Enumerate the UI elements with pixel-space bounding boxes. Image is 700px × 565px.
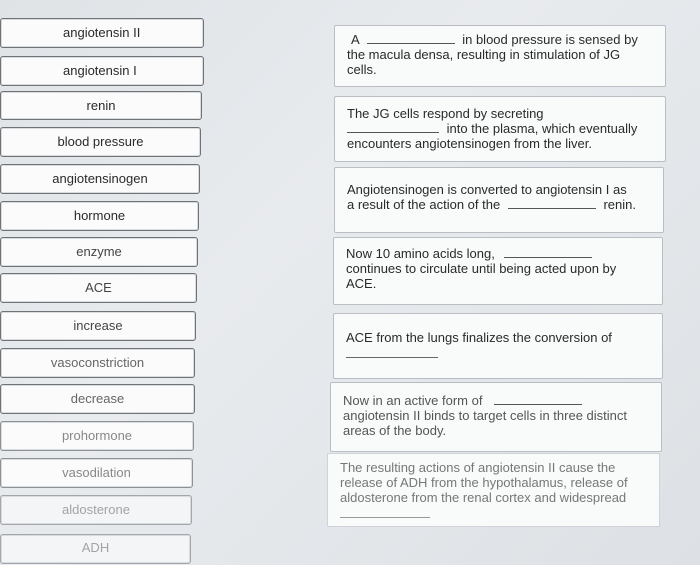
statement-7-text-b: release of ADH from the hypothalamus, release of	[340, 475, 628, 490]
answer-tile-angiotensinogen[interactable]: angiotensinogen	[0, 164, 200, 194]
answer-tile-vasoconstriction[interactable]: vasoconstriction	[0, 348, 195, 378]
statement-6-line-1	[343, 393, 649, 408]
statement-4-text-b: continues to circulate until being acted upon by	[346, 261, 617, 276]
statement-2-line-2	[347, 121, 653, 136]
answer-tile-decrease[interactable]: decrease	[0, 384, 195, 414]
answer-tile-aldosterone[interactable]: aldosterone	[0, 495, 192, 525]
statement-4-text-c: ACE.	[346, 276, 377, 291]
statement-2-text-c: encounters angiotensinogen from the liver.	[347, 136, 592, 151]
statement-6-text-a: Now in an active form of	[343, 393, 483, 408]
statement-1-text-d: cells.	[347, 62, 377, 77]
statement-card-1	[334, 25, 666, 87]
statement-1-text-c: the macula densa, resulting in stimulation of JG	[347, 47, 621, 62]
answer-tile-vasodilation[interactable]: vasodilation	[0, 458, 193, 488]
answer-tile-renin[interactable]: renin	[0, 91, 202, 120]
statement-6-text-c: areas of the body.	[343, 423, 447, 438]
answer-tile-adh[interactable]: ADH	[0, 534, 191, 564]
statement-1-text-a: A	[351, 32, 359, 47]
statement-2-text-a: The JG cells respond by secreting	[347, 106, 544, 121]
drop-zone-3[interactable]	[508, 197, 596, 209]
statement-1-text-b: in blood pressure is sensed by	[462, 32, 638, 47]
answer-tile-ace[interactable]: ACE	[0, 273, 197, 303]
statement-card-7	[327, 453, 660, 527]
statement-7-text-a: The resulting actions of angiotensin II cause the	[340, 460, 616, 475]
answer-tile-prohormone[interactable]: prohormone	[0, 421, 194, 451]
statement-card-3	[334, 167, 664, 233]
statement-5-text-a: ACE from the lungs finalizes the conversion of	[346, 330, 612, 345]
statement-1-line-1	[347, 32, 653, 47]
statement-3-text-b: a result of the action of the	[347, 197, 501, 212]
drop-zone-6[interactable]	[494, 393, 582, 405]
statement-3-text-a: Angiotensinogen is converted to angiotensin I as	[347, 182, 627, 197]
statement-4-line-1	[346, 246, 650, 261]
answer-tile-enzyme[interactable]: enzyme	[0, 237, 198, 267]
drop-zone-4[interactable]	[504, 246, 592, 258]
statement-6-text-b: angiotensin II binds to target cells in three distinct	[343, 408, 627, 423]
statement-card-6	[330, 382, 662, 452]
answer-tile-angiotensin-i[interactable]: angiotensin I	[0, 56, 204, 86]
statement-card-4	[333, 237, 663, 305]
statement-2-text-b: into the plasma, which eventually	[446, 121, 638, 136]
drop-zone-7[interactable]	[340, 507, 430, 518]
statement-7-text-c: aldosterone from the renal cortex and widespread	[340, 490, 627, 505]
answer-tile-angiotensin-ii[interactable]: angiotensin II	[0, 18, 204, 48]
answer-tile-blood-pressure[interactable]: blood pressure	[0, 127, 201, 157]
drop-zone-2[interactable]	[347, 121, 439, 133]
answer-tile-increase[interactable]: increase	[0, 311, 196, 341]
statement-3-line-2	[347, 197, 651, 212]
drop-zone-1[interactable]	[367, 32, 455, 44]
statement-card-5	[333, 313, 663, 379]
drop-zone-5[interactable]	[346, 347, 438, 358]
statement-3-text-c: renin.	[603, 197, 636, 212]
statement-4-text-a: Now 10 amino acids long,	[346, 246, 495, 261]
statement-card-2	[334, 96, 666, 162]
answer-tile-hormone[interactable]: hormone	[0, 201, 199, 231]
